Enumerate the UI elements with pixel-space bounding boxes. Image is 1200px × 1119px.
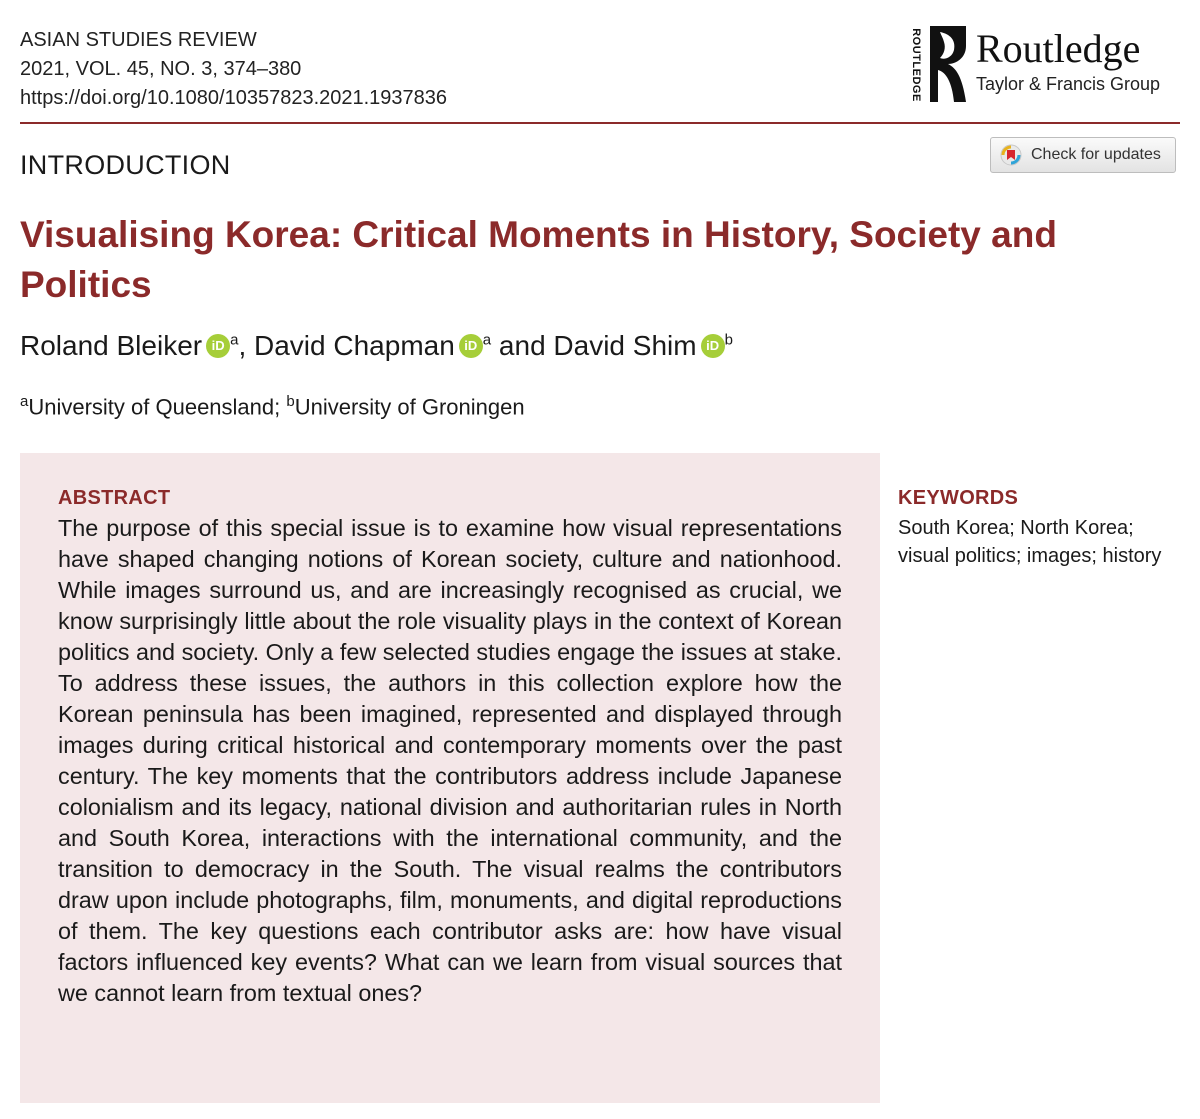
affiliations — [20, 393, 525, 420]
orcid-icon[interactable]: iD — [459, 334, 483, 358]
check-updates-icon — [1000, 144, 1022, 166]
affil-name: University of Queensland — [28, 394, 275, 420]
journal-info — [20, 26, 447, 113]
publisher-vertical-text: ROUTLEDGE — [910, 28, 922, 102]
routledge-logo-icon — [926, 24, 972, 104]
routledge-logo — [906, 22, 1186, 104]
abstract-text: The purpose of this special issue is to examine how visual representations have shaped changing notions of Korean society, culture and nationhood. While images surround us, and are increasingly recognised as crucial, we know surprisingly little about the role visuality plays in the context of Korean politics and society. Only a few selected studies engage the issues at stake. To address these issues, the authors in this collection explore how the Korean peninsula has been imagined, represented and displayed through images during critical historical and contemporary moments over the past century. The key moments that the contributors address include Japanese colonialism and its legacy, national division and authoritarian rules in North and South Korea, interactions with the international community, and the transition to democracy in the South. The visual realms the contributors draw upon include photographs, film, monuments, and digital reproductions of them. The key questions each contributor asks are: how have visual factors influenced key events? What can we learn from visual sources that we cannot learn from textual ones? — [58, 515, 842, 1006]
author-affil-mark: a — [230, 331, 239, 349]
affil-name: University of Groningen — [294, 394, 525, 420]
header-divider — [20, 122, 1180, 124]
publisher-group: Taylor & Francis Group — [976, 74, 1161, 94]
keywords-text: South Korea; North Korea; visual politics; images; history — [898, 517, 1162, 567]
article-title: Visualising Korea: Critical Moments in History, Society and Politics — [20, 214, 1057, 305]
abstract-box — [20, 453, 880, 1103]
journal-volume: 2021, VOL. 45, NO. 3, 374–380 — [20, 58, 302, 80]
author-name[interactable]: David Shim — [553, 330, 697, 361]
affil-separator: ; — [274, 394, 287, 420]
keywords-heading: KEYWORDS — [898, 487, 1019, 509]
author-affil-mark: a — [482, 331, 492, 349]
publisher-name: Routledge — [976, 26, 1141, 71]
journal-name: ASIAN STUDIES REVIEW — [20, 29, 257, 51]
author-list — [20, 330, 733, 362]
author-name[interactable]: David Chapman — [254, 330, 455, 361]
journal-doi-link[interactable]: https://doi.org/10.1080/10357823.2021.1937836 — [20, 87, 448, 109]
orcid-icon[interactable]: iD — [701, 334, 725, 358]
abstract-heading: ABSTRACT — [58, 487, 171, 509]
affil-mark: b — [286, 393, 295, 410]
author-affil-mark: b — [724, 331, 733, 349]
section-label: INTRODUCTION — [20, 150, 231, 180]
author-name[interactable]: Roland Bleiker — [20, 330, 203, 361]
author-separator: and — [491, 330, 554, 361]
author-separator: , — [238, 330, 255, 361]
check-updates-label: Check for updates — [1031, 146, 1161, 163]
affil-mark: a — [20, 393, 29, 410]
orcid-icon[interactable]: iD — [206, 334, 230, 358]
check-for-updates-button[interactable] — [990, 137, 1176, 173]
